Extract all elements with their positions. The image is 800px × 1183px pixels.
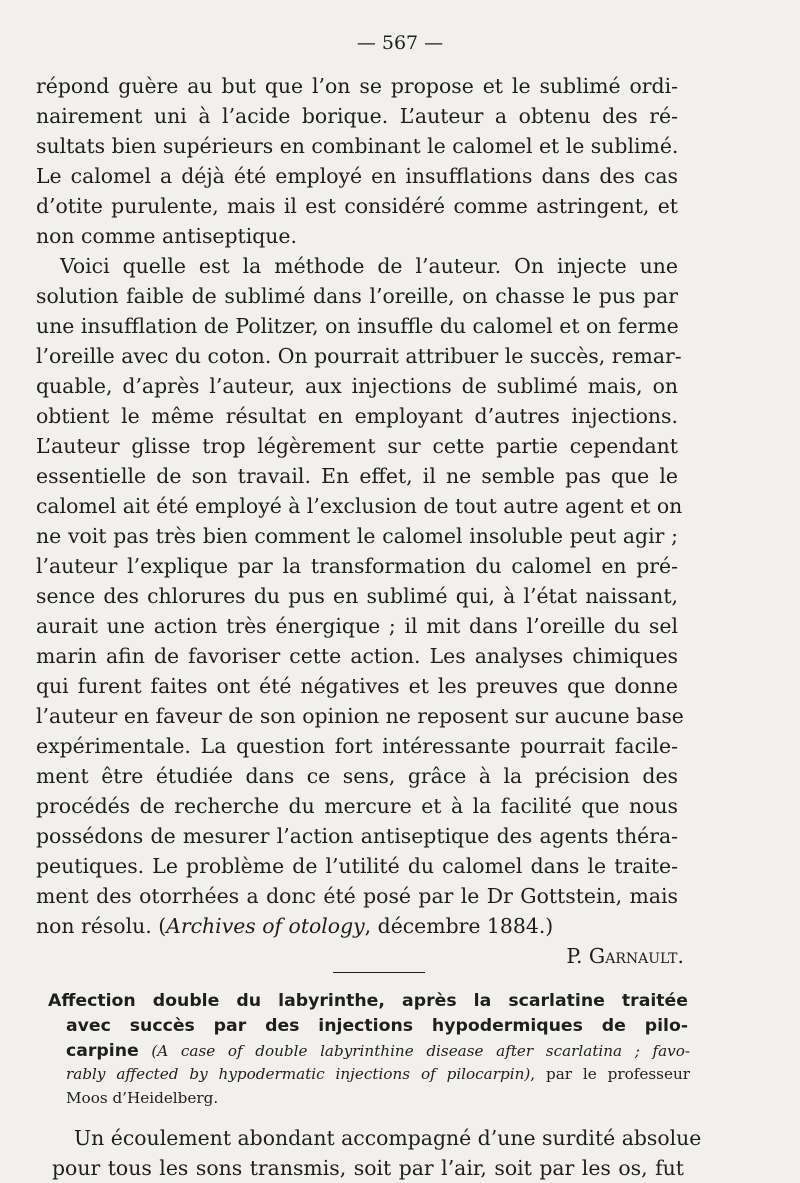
english-title-line-2 (66, 1064, 690, 1084)
text-line: l’auteur l’explique par la transformation du calomel en pré- (36, 554, 678, 578)
text-line: d’otite purulente, mais il est considéré comme astringent, et (36, 194, 678, 218)
text-line: aurait une action très énergique ; il mit dans l’oreille du sel (36, 614, 678, 638)
author-suffix: , par le professeur (530, 1065, 690, 1083)
article-title-line: Affection double du labyrinthe, après la scarlatine traitée (48, 991, 688, 1011)
text-line: quable, d’après l’auteur, aux injections de sublimé mais, on (36, 374, 678, 398)
signature: P. Garnault. (566, 944, 684, 968)
article-author: Moos d’Heidelberg. (66, 1089, 219, 1107)
citation-journal: Archives of otology (166, 914, 365, 938)
text-line: procédés de recherche du mercure et à la facilité que nous (36, 794, 678, 818)
text-line: nairement uni à l’acide borique. L’auteur a obtenu des ré- (36, 104, 678, 128)
text-line: L’auteur glisse trop légèrement sur cette partie cependant (36, 434, 678, 458)
text-line: expérimentale. La question fort intéressante pourrait facile- (36, 734, 678, 758)
text-line: sence des chlorures du pus en sublimé qui, à l’état naissant, (36, 584, 678, 608)
article-title-word: carpine (66, 1041, 139, 1061)
text-line: essentielle de son travail. En effet, il ne semble pas que le (36, 464, 678, 488)
text-line: l’oreille avec du coton. On pourrait attribuer le succès, remar- (36, 344, 682, 368)
text-line: calomel ait été employé à l’exclusion de tout autre agent et on (36, 494, 683, 518)
article-title-line-3 (66, 1040, 690, 1060)
citation-line (36, 914, 678, 938)
citation-date: , décembre 1884.) (364, 914, 554, 938)
text-line: l’auteur en faveur de son opinion ne reposent sur aucune base (36, 704, 684, 728)
text-line: Un écoulement abondant accompagné d’une surdité absolue (74, 1126, 702, 1150)
text-line: solution faible de sublimé dans l’oreille, on chasse le pus par (36, 284, 678, 308)
text-line: marin afin de favoriser cette action. Les analyses chimiques (36, 644, 678, 668)
text-line: Voici quelle est la méthode de l’auteur. On injecte une (60, 254, 678, 278)
text-line: sultats bien supérieurs en combinant le calomel et le sublimé. (36, 134, 679, 158)
text-line: ment être étudiée dans ce sens, grâce à la précision des (36, 764, 678, 788)
page-number: — 567 — (356, 32, 444, 54)
citation-prefix: non résolu. ( (36, 914, 167, 938)
article-title-line: avec succès par des injections hypodermiques de pilo- (66, 1016, 688, 1036)
text-line: peutiques. Le problème de l’utilité du calomel dans le traite- (36, 854, 678, 878)
english-title: (A case of double labyrinthine disease after scarlatina ; favo- (151, 1042, 691, 1060)
text-line: possédons de mesurer l’action antiseptique des agents théra- (36, 824, 678, 848)
text-line: non comme antiseptique. (36, 224, 297, 248)
text-line: une insufflation de Politzer, on insuffle du calomel et on ferme (36, 314, 679, 338)
text-line: Le calomel a déjà été employé en insufflations dans des cas (36, 164, 678, 188)
text-line: ne voit pas très bien comment le calomel insoluble peut agir ; (36, 524, 678, 548)
english-title-cont: rably affected by hypodermatic injections of pilocarpin) (66, 1065, 531, 1083)
section-divider (333, 972, 425, 973)
text-line: pour tous les sons transmis, soit par l’air, soit par les os, fut (52, 1156, 684, 1180)
text-line: qui furent faites ont été négatives et les preuves que donne (36, 674, 678, 698)
text-line: répond guère au but que l’on se propose et le sublimé ordi- (36, 74, 678, 98)
text-line: ment des otorrhées a donc été posé par le Dr Gottstein, mais (36, 884, 678, 908)
text-line: obtient le même résultat en employant d’autres injections. (36, 404, 678, 428)
